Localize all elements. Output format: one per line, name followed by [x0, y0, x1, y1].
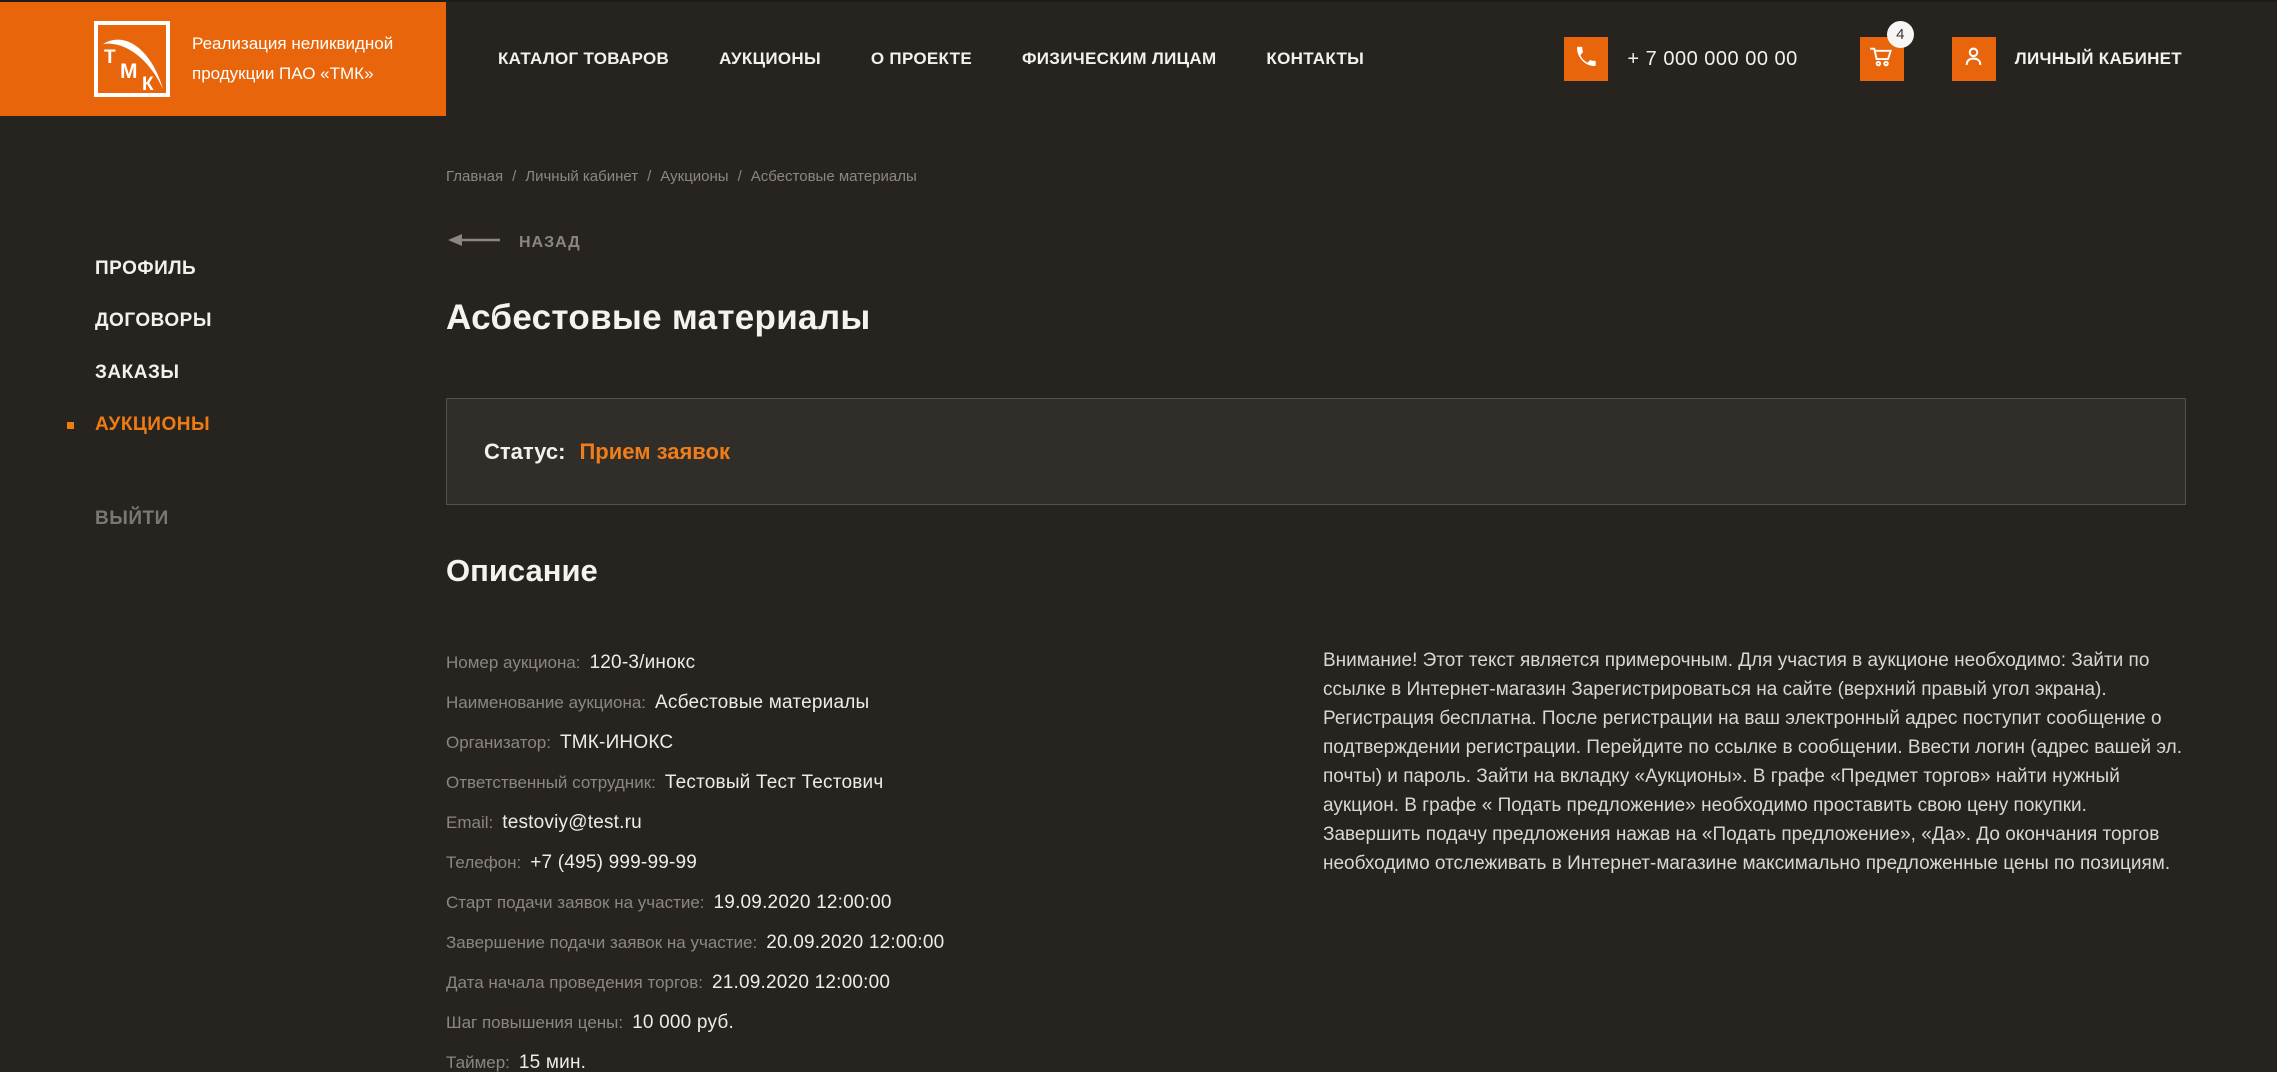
detail-label: Ответственный сотрудник:	[446, 773, 656, 792]
detail-value: 19.09.2020 12:00:00	[713, 892, 892, 913]
phone-icon	[1574, 45, 1598, 74]
detail-label: Таймер:	[446, 1053, 510, 1072]
svg-text:К: К	[142, 74, 154, 95]
logo-caption-line1: Реализация неликвидной	[192, 34, 394, 53]
breadcrumb-separator: /	[647, 168, 652, 185]
detail-value: 15 мин.	[518, 1052, 587, 1072]
detail-row-phone	[446, 843, 1323, 883]
sidebar-item-auctions-label: АУКЦИОНЫ	[95, 414, 211, 435]
details-column	[446, 643, 1323, 1072]
detail-value: +7 (495) 999-99-99	[530, 852, 698, 873]
sidebar-item-profile[interactable]: ПРОФИЛЬ	[95, 258, 197, 279]
detail-label: Номер аукциона:	[446, 653, 581, 672]
nav-item-auctions[interactable]: АУКЦИОНЫ	[719, 49, 821, 68]
main-nav	[498, 49, 1364, 69]
detail-row-timer	[446, 1043, 1323, 1072]
phone-number[interactable]: + 7 000 000 00 00	[1627, 47, 1798, 70]
status-box	[446, 398, 2186, 505]
left-arrow-icon	[446, 233, 502, 252]
breadcrumb-separator: /	[512, 168, 517, 185]
breadcrumb-separator: /	[737, 168, 742, 185]
user-icon	[1961, 44, 1986, 74]
cart-count-badge: 4	[1887, 21, 1914, 48]
account-label: ЛИЧНЫЙ КАБИНЕТ	[2014, 49, 2182, 68]
header	[0, 0, 2277, 116]
breadcrumb	[446, 168, 2186, 185]
sidebar-item-orders[interactable]: ЗАКАЗЫ	[95, 362, 180, 383]
sidebar-item-auctions[interactable]	[95, 414, 210, 436]
phone-group	[1564, 37, 1797, 81]
logo-block[interactable]	[0, 2, 446, 116]
detail-row-organizer	[446, 723, 1323, 763]
detail-value: ТМК-ИНОКС	[559, 732, 674, 753]
active-item-bullet-icon	[67, 422, 74, 429]
detail-value: testoviy@test.ru	[502, 812, 642, 833]
notice-text: Внимание! Этот текст является примерочным. Для участия в аукционе необходимо: Зайти по ссылке в Интернет-магазин Зарегистрироваться на сайте (верхний правый угол экрана). Регистрация бесплатна. После регистрации на ваш электронный адрес поступит сообщение о подтверждении регистрации. Перейдите по ссылке в сообщении. Ввести логин (адрес вашей эл. почты) и пароль. Зайти на вкладку «Аукционы». В графе «Предмет торгов» найти нужный аукцион. В графе « Подать предложение» необходимо проставить свою цену покупки. Завершить подачу предложения нажав на «Подать предложение», «Да». До окончания торгов необходимо отслеживать в Интернет-магазине максимально предложенные цены по позициям.	[1323, 650, 2182, 874]
nav-item-individuals[interactable]: ФИЗИЧЕСКИМ ЛИЦАМ	[1021, 49, 1217, 68]
description-grid	[446, 643, 2186, 1072]
section-title-description: Описание	[446, 553, 598, 588]
detail-label: Телефон:	[446, 853, 522, 872]
nav-item-catalog[interactable]: КАТАЛОГ ТОВАРОВ	[498, 49, 670, 68]
detail-value: 20.09.2020 12:00:00	[766, 932, 945, 953]
cart-group	[1860, 26, 1905, 81]
account-group[interactable]	[1952, 37, 2182, 81]
detail-value: Асбестовые материалы	[655, 692, 870, 713]
header-right	[1564, 26, 2277, 81]
nav-item-contacts[interactable]: КОНТАКТЫ	[1266, 49, 1365, 68]
cart-icon	[1868, 44, 1895, 74]
detail-label: Старт подачи заявок на участие:	[446, 893, 705, 912]
breadcrumb-home[interactable]: Главная	[446, 168, 504, 185]
detail-label: Завершение подачи заявок на участие:	[446, 933, 758, 952]
detail-label: Шаг повышения цены:	[446, 1013, 624, 1032]
logo-caption-line2: продукции ПАО «ТМК»	[192, 64, 374, 83]
detail-row-trade-start	[446, 963, 1323, 1003]
nav-item-about[interactable]: О ПРОЕКТЕ	[870, 49, 972, 68]
back-label: НАЗАД	[519, 233, 581, 251]
svg-text:Т: Т	[104, 47, 116, 68]
detail-row-email	[446, 803, 1323, 843]
detail-value: 10 000 руб.	[632, 1012, 734, 1033]
detail-label: Наименование аукциона:	[446, 693, 647, 712]
detail-label: Email:	[446, 813, 494, 832]
detail-label: Дата начала проведения торгов:	[446, 973, 704, 992]
page-title: Асбестовые материалы	[446, 298, 871, 337]
account-button[interactable]	[1952, 37, 1996, 81]
main-area	[0, 116, 2277, 1072]
status-value: Прием заявок	[579, 438, 730, 464]
detail-row-auction-name	[446, 683, 1323, 723]
tmk-logo-icon	[94, 21, 170, 97]
back-link[interactable]	[446, 233, 581, 252]
sidebar	[0, 116, 446, 1072]
detail-value: 120-3/инокс	[589, 652, 696, 673]
sidebar-item-contracts[interactable]: ДОГОВОРЫ	[95, 310, 212, 331]
detail-label: Организатор:	[446, 733, 551, 752]
phone-button[interactable]	[1564, 37, 1608, 81]
sidebar-item-logout[interactable]: ВЫЙТИ	[95, 508, 169, 529]
logo-caption	[192, 29, 393, 89]
detail-value: Тестовый Тест Тестович	[664, 772, 884, 793]
breadcrumb-auctions[interactable]: Аукционы	[660, 168, 729, 185]
svg-text:М: М	[120, 60, 138, 83]
detail-value: 21.09.2020 12:00:00	[712, 972, 891, 993]
breadcrumb-current: Асбестовые материалы	[750, 168, 917, 185]
detail-row-price-step	[446, 1003, 1323, 1043]
detail-row-responsible	[446, 763, 1323, 803]
content	[446, 116, 2277, 1072]
detail-row-auction-number	[446, 643, 1323, 683]
detail-row-bid-start	[446, 883, 1323, 923]
detail-row-bid-end	[446, 923, 1323, 963]
status-label: Статус:	[484, 438, 566, 464]
breadcrumb-account[interactable]: Личный кабинет	[525, 168, 639, 185]
